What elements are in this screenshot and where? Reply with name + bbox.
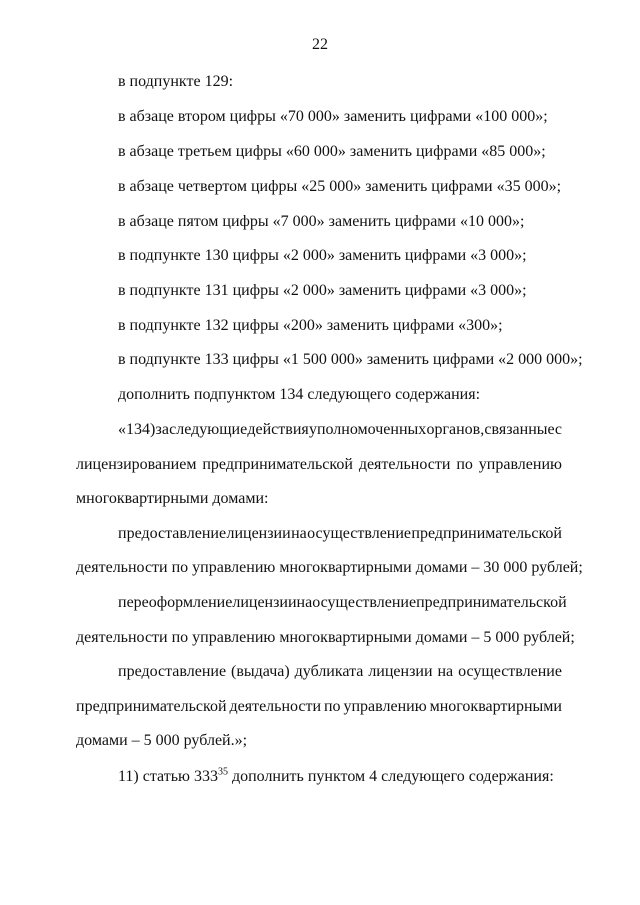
word: «134) [118,421,156,438]
word: связанные [484,421,555,438]
text-line: многоквартирными домами: [76,490,269,507]
text-line-article [118,767,554,787]
word: с [554,421,562,438]
text-line: домами – 5 000 рублей.»; [76,732,248,749]
justified-line [76,455,562,475]
word: осуществление [312,594,417,611]
article-superscript: 35 [217,766,228,778]
text-line: в абзаце третьем цифры «60 000» заменить цифрами «85 000»; [118,143,546,160]
word: на [291,525,307,542]
word: предпринимательской [411,525,562,542]
word: органов, [426,421,485,438]
word: управлению [343,698,427,715]
text-line: в абзаце четвертом цифры «25 000» заменить цифрами «35 000»; [118,178,562,195]
article-prefix: 11) статью 333 [118,768,218,785]
text-line: в подпункте 131 цифры «2 000» заменить цифрами «3 000»; [118,282,527,299]
word: следующие [169,421,248,438]
word: управлению [478,456,562,473]
word: по [323,698,341,715]
word: осуществление [458,663,562,680]
word: деятельности [358,456,451,473]
article-suffix: дополнить пунктом 4 следующего содержания: [227,768,554,785]
word: (выдача) [230,663,290,680]
justified-line [118,420,562,440]
justified-line [118,593,567,613]
word: на [437,663,454,680]
word: предпринимательской [202,456,353,473]
text-line: деятельности по управлению многоквартирными домами – 30 000 рублей; [76,559,583,576]
text-line: в подпункте 132 цифры «200» заменить цифрами «300»; [118,317,503,334]
text-line: в подпункте 130 цифры «2 000» заменить цифрами «3 000»; [118,247,527,264]
word: переоформление [118,594,233,611]
text-line: в подпункте 133 цифры «1 500 000» заменить цифрами «2 000 000»; [118,351,583,368]
justified-line [118,662,562,682]
word: лицензии [368,663,433,680]
word: лицензии [226,525,291,542]
word: по [456,456,473,473]
word: предпринимательской [76,698,227,715]
word: деятельности [229,698,322,715]
text-line: деятельности по управлению многоквартирными домами – 5 000 рублей; [76,629,575,646]
text-line: в подпункте 129: [118,73,234,90]
word: предпринимательской [416,594,567,611]
word: предоставление [118,525,227,542]
word: дубликата [294,663,364,680]
word: лицензии [232,594,297,611]
text-line: дополнить подпунктом 134 следующего содержания: [118,386,481,403]
text-line: в абзаце втором цифры «70 000» заменить цифрами «100 000»; [118,108,548,125]
word: за [155,421,169,438]
word: осуществление [307,525,412,542]
word: действия [247,421,309,438]
justified-line [118,524,562,544]
word: уполномоченных [308,421,427,438]
word: предоставление [118,663,227,680]
justified-line [76,697,562,717]
text-line: в абзаце пятом цифры «7 000» заменить цифрами «10 000»; [118,213,525,230]
word: лицензированием [76,456,197,473]
word: многоквартирными [429,698,562,715]
page-number: 22 [312,36,328,53]
word: на [296,594,313,611]
